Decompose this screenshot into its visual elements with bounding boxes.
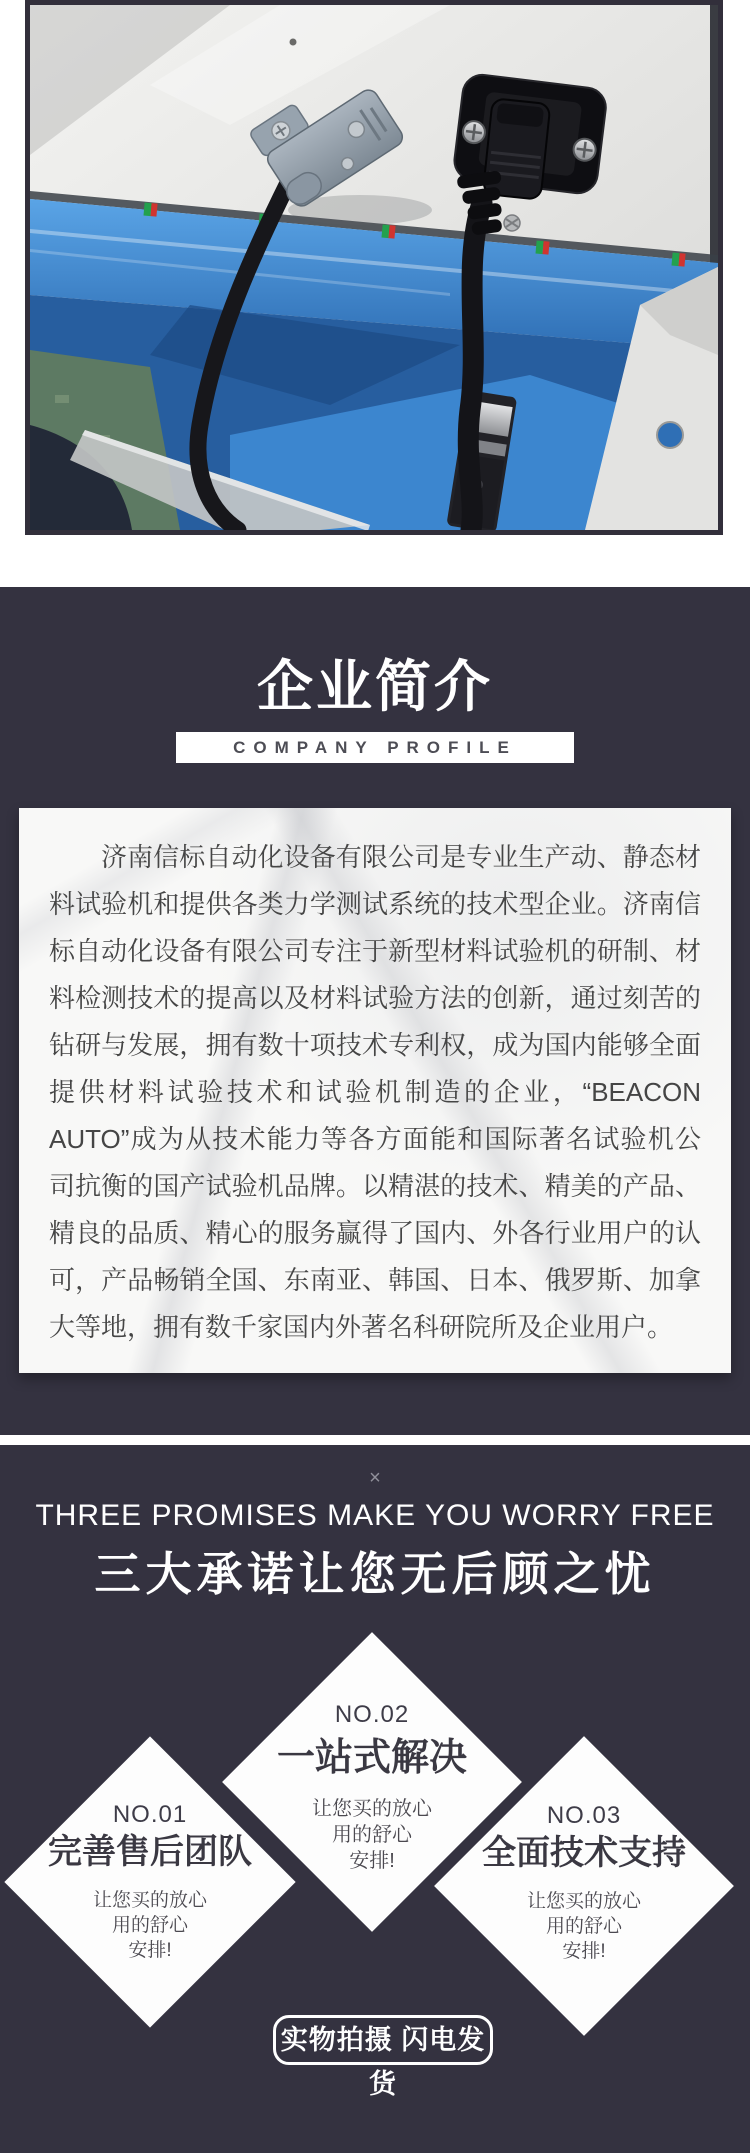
- real-shot-fast-shipping-badge: 实物拍摄 闪电发货: [273, 2015, 493, 2065]
- promises-title-zh: 三大承诺让您无后顾之忧: [94, 1548, 656, 1600]
- promise-line: 安排!: [562, 1941, 606, 1962]
- decorative-x-icon: ×: [369, 1467, 381, 1489]
- company-profile-subtitle-banner: COMPANY PROFILE: [176, 732, 574, 763]
- promise-number: NO.01: [112, 1801, 188, 1828]
- equipment-photo: [30, 5, 718, 530]
- promise-line: 让您买的放心: [92, 1890, 207, 1911]
- promise-item-3: [454, 1801, 714, 1964]
- promise-description: [454, 1889, 714, 1964]
- equipment-photo-frame: [25, 0, 723, 535]
- promise-line: 安排!: [128, 1940, 172, 1961]
- promise-line: 用的舒心: [545, 1916, 622, 1937]
- company-profile-title: 企业简介: [257, 655, 493, 718]
- promise-line: 让您买的放心: [526, 1891, 641, 1912]
- promise-line: 用的舒心: [332, 1824, 412, 1846]
- promise-number: NO.02: [334, 1701, 410, 1728]
- company-profile-card: [19, 808, 731, 1373]
- promise-description: [20, 1888, 280, 1963]
- promise-number: NO.03: [546, 1802, 622, 1829]
- promise-line: 让您买的放心: [312, 1798, 432, 1820]
- promise-name: 全面技术支持: [482, 1834, 686, 1872]
- promise-line: 用的舒心: [111, 1915, 188, 1936]
- promise-line: 安排!: [349, 1850, 395, 1872]
- promise-name: 一站式解决: [276, 1737, 467, 1779]
- company-profile-body: 济南信标自动化设备有限公司是专业生产动、静态材料试验机和提供各类力学测试系统的技术型企业。济南信标自动化设备有限公司专注于新型材料试验机的研制、材料检测技术的提高以及材料试验方法的创新，通过刻苦的钻研与发展，拥有数十项技术专利权，成为国内能够全面提供材料试验技术和试验机制造的企业，“BEACON AUTO”成为从技术能力等各方面能和国际著名试验机公司抗衡的国产试验机品牌。以精湛的技术、精美的产品、精良的品质、精心的服务赢得了国内、外各行业用户的认可，产品畅销全国、东南亚、韩国、日本、俄罗斯、加拿大等地，拥有数千家国内外著名科研院所及企业用户。: [49, 842, 701, 1342]
- promises-title-en: THREE PROMISES MAKE YOU WORRY FREE: [35, 1499, 715, 1532]
- promise-item-1: [20, 1800, 280, 1963]
- power-cable: [468, 203, 482, 530]
- promise-name: 完善售后团队: [48, 1833, 252, 1871]
